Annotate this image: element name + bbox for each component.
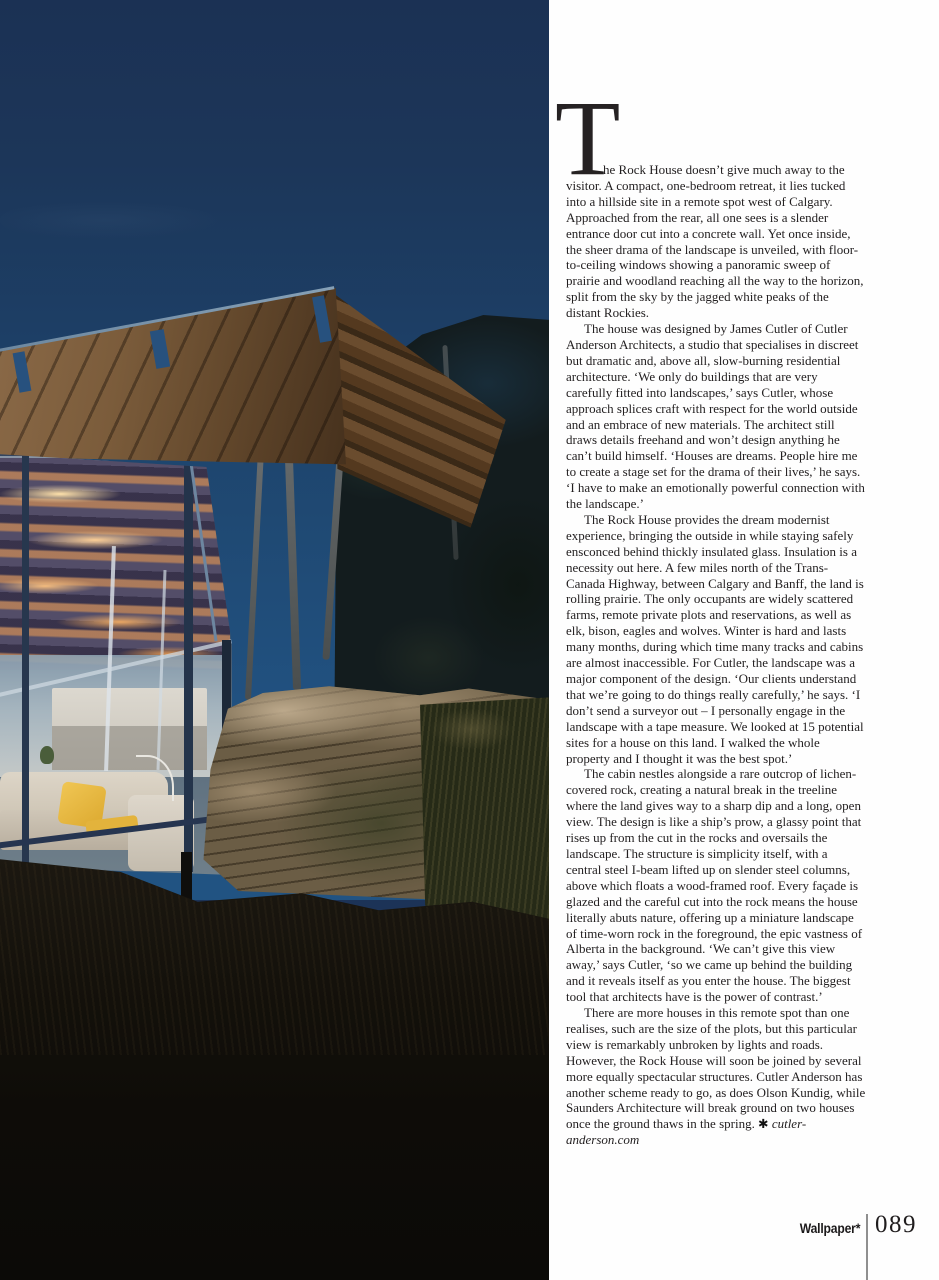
photo-window-mullion [184, 462, 193, 872]
end-asterisk-icon: ✱ [758, 1116, 769, 1132]
article-paragraph: he Rock House doesn’t give much away to the visitor. A compact, one-bedroom retreat, it lies tucked into a hillside site in a remote spot west of Calgary. Approached from the rear, all one sees is a slender entrance door cut into a concrete wall. Yet once inside, the sheer drama of the landscape is unveiled, with floor-to-ceiling windows showing a panoramic sweep of prairie and woodland reaching all the way to the horizon, split from the sky by the jagged white peaks of the distant Rockies. [566, 162, 864, 321]
article-paragraph: The cabin nestles alongside a rare outcrop of lichen-covered rock, creating a natural break in the treeline where the land gives way to a sharp dip and a long, open view. The design is like a ship’s prow, a glassy point that rises up from the cut in the rocks and oversails the landscape. The structure is simplicity itself, with a central steel I-beam lifted up on slender steel columns, above which floats a wood-framed roof. Every façade is glazed and the careful cut into the rock means the house literally abuts nature, offering up a miniature landscape of time-worn rock in the foreground, the epic vastness of Alberta in the background. ‘We can’t give this view away,’ says Cutler, ‘so we came up behind the building and it reveals itself as you enter the house. The biggest tool that architects have is the power of contrast.’ [566, 766, 863, 1005]
architect-website-text: cutler-anderson.com [566, 1116, 807, 1148]
magazine-brand: Wallpaper* [799, 1221, 860, 1236]
folio-divider [866, 1214, 868, 1280]
article-paragraph: The house was designed by James Cutler of Cutler Anderson Architects, a studio that specialises in discreet but dramatic and, above all, slow-burning residential architecture. ‘We only do buildings that are very carefully fitted into landscapes,’ says Cutler, whose approach splices craft with respect for the world outside and an embrace of new materials. The architect still draws details freehand and won’t design anything he can’t build himself. ‘Houses are dreams. People hire me to create a stage set for the drama of their lives,’ he says. ‘I have to make an emotionally powerful connection with the landscape.’ [566, 321, 865, 512]
article-paragraph: The Rock House provides the dream modernist experience, bringing the outside in while staying safely ensconced behind thickly insulated glass. Insulation is a necessity out here. A few miles north of the Trans-Canada Highway, between Calgary and Banff, the land is rolling prairie. The only occupants are widely scattered farms, remote private plots and reservations, as well as elk, bison, eagles and wolves. Winter is hard and lasts many months, during which time many tracks and cabins are almost inaccessible. For Cutler, the landscape was a major component of the design. ‘Our clients understand that we’re going to do things really carefully,’ he says. ‘I don’t send a surveyor out – I personally engage in the landscape with a tape measure. We looked at 15 potential sites for a house on this land. I walked the whole property and I thought it was the best spot.’ [566, 511, 864, 766]
article-paragraph-text: There are more houses in this remote spot than one realises, such are the size of the plots, but this particular view is remarkably unbroken by lights and roads. However, the Rock House will soon be joined by several more equally spectacular structures. Cutler Anderson has another scheme ready to go, as does Olson Kundig, while Saunders Architecture will break ground on two houses once the ground thaws in the spring. [566, 1005, 866, 1132]
photo-glass-wall [0, 450, 232, 875]
photo-cloud-haze [0, 195, 260, 245]
photo-plant [40, 746, 54, 764]
drop-cap: T [555, 80, 621, 198]
article-paragraph [566, 1005, 866, 1148]
page-number: 089 [875, 1211, 917, 1238]
article-column [566, 162, 866, 1148]
photo-grass-slope [420, 690, 549, 935]
photo-window-mullion [22, 456, 29, 871]
